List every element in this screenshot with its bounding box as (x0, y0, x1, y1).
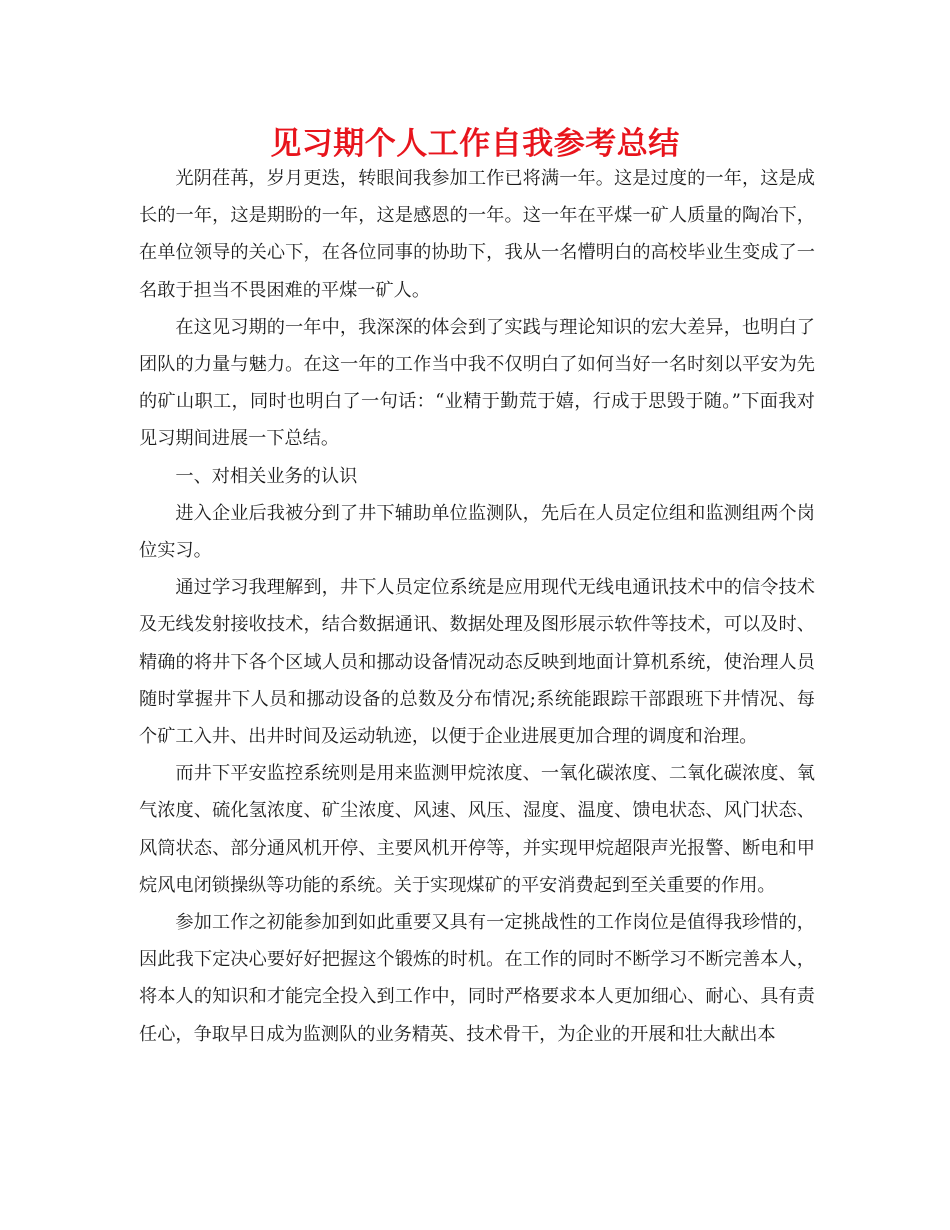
paragraph-experience: 在这见习期的一年中，我深深的体会到了实践与理论知识的宏大差异，也明白了团队的力量与魅力。在这一年的工作当中我不仅明白了如何当好一名时刻以平安为先的矿山职工，同时也明白了一句话：“业精于勤荒于嬉，行成于思毁于随。”下面我对见习期间进展一下总结。 (139, 316, 815, 450)
paragraph-assignment: 进入企业后我被分到了井下辅助单位监测队，先后在人员定位组和监测组两个岗位实习。 (139, 502, 815, 562)
paragraph-intro: 光阴荏苒，岁月更迭，转眼间我参加工作已将满一年。这是过度的一年，这是成长的一年，这是期盼的一年，这是感恩的一年。这一年在平煤一矿人质量的陶冶下，在单位领导的关心下，在各位同事的协助下，我从一名懵明白的高校毕业生变成了一名敢于担当不畏困难的平煤一矿人。 (139, 168, 815, 301)
section-heading-business: 一、对相关业务的认识 (175, 465, 358, 487)
paragraph-monitoring-system: 而井下平安监控系统则是用来监测甲烷浓度、一氧化碳浓度、二氧化碳浓度、氧气浓度、硫化氢浓度、矿尘浓度、风速、风压、湿度、温度、馈电状态、风门状态、风筒状态、部分通风机开停、主要风机开停等，并实现甲烷超限声光报警、断电和甲烷风电闭锁操纵等功能的系统。关于实现煤矿的平安消费起到至关重要的作用。 (139, 763, 815, 896)
paragraph-positioning-system: 通过学习我理解到，井下人员定位系统是应用现代无线电通讯技术中的信令技术及无线发射接收技术，结合数据通讯、数据处理及图形展示软件等技术，可以及时、精确的将井下各个区域人员和挪动设备情况动态反映到地面计算机系统，使治理人员随时掌握井下人员和挪动设备的总数及分布情况;系统能跟踪干部跟班下井情况、每个矿工入井、出井时间及运动轨迹，以便于企业进展更加合理的调度和治理。 (139, 577, 815, 748)
document-title: 见习期个人工作自我参考总结 (270, 126, 680, 162)
document-body (139, 160, 815, 1053)
paragraph-commitment: 参加工作之初能参加到如此重要又具有一定挑战性的工作岗位是值得我珍惜的，因此我下定决心要好好把握这个锻炼的时机。在工作的同时不断学习不断完善本人，将本人的知识和才能完全投入到工作中，同时严格要求本人更加细心、耐心、具有责任心，争取早日成为监测队的业务精英、技术骨干，为企业的开展和壮大献出本 (139, 912, 815, 1045)
